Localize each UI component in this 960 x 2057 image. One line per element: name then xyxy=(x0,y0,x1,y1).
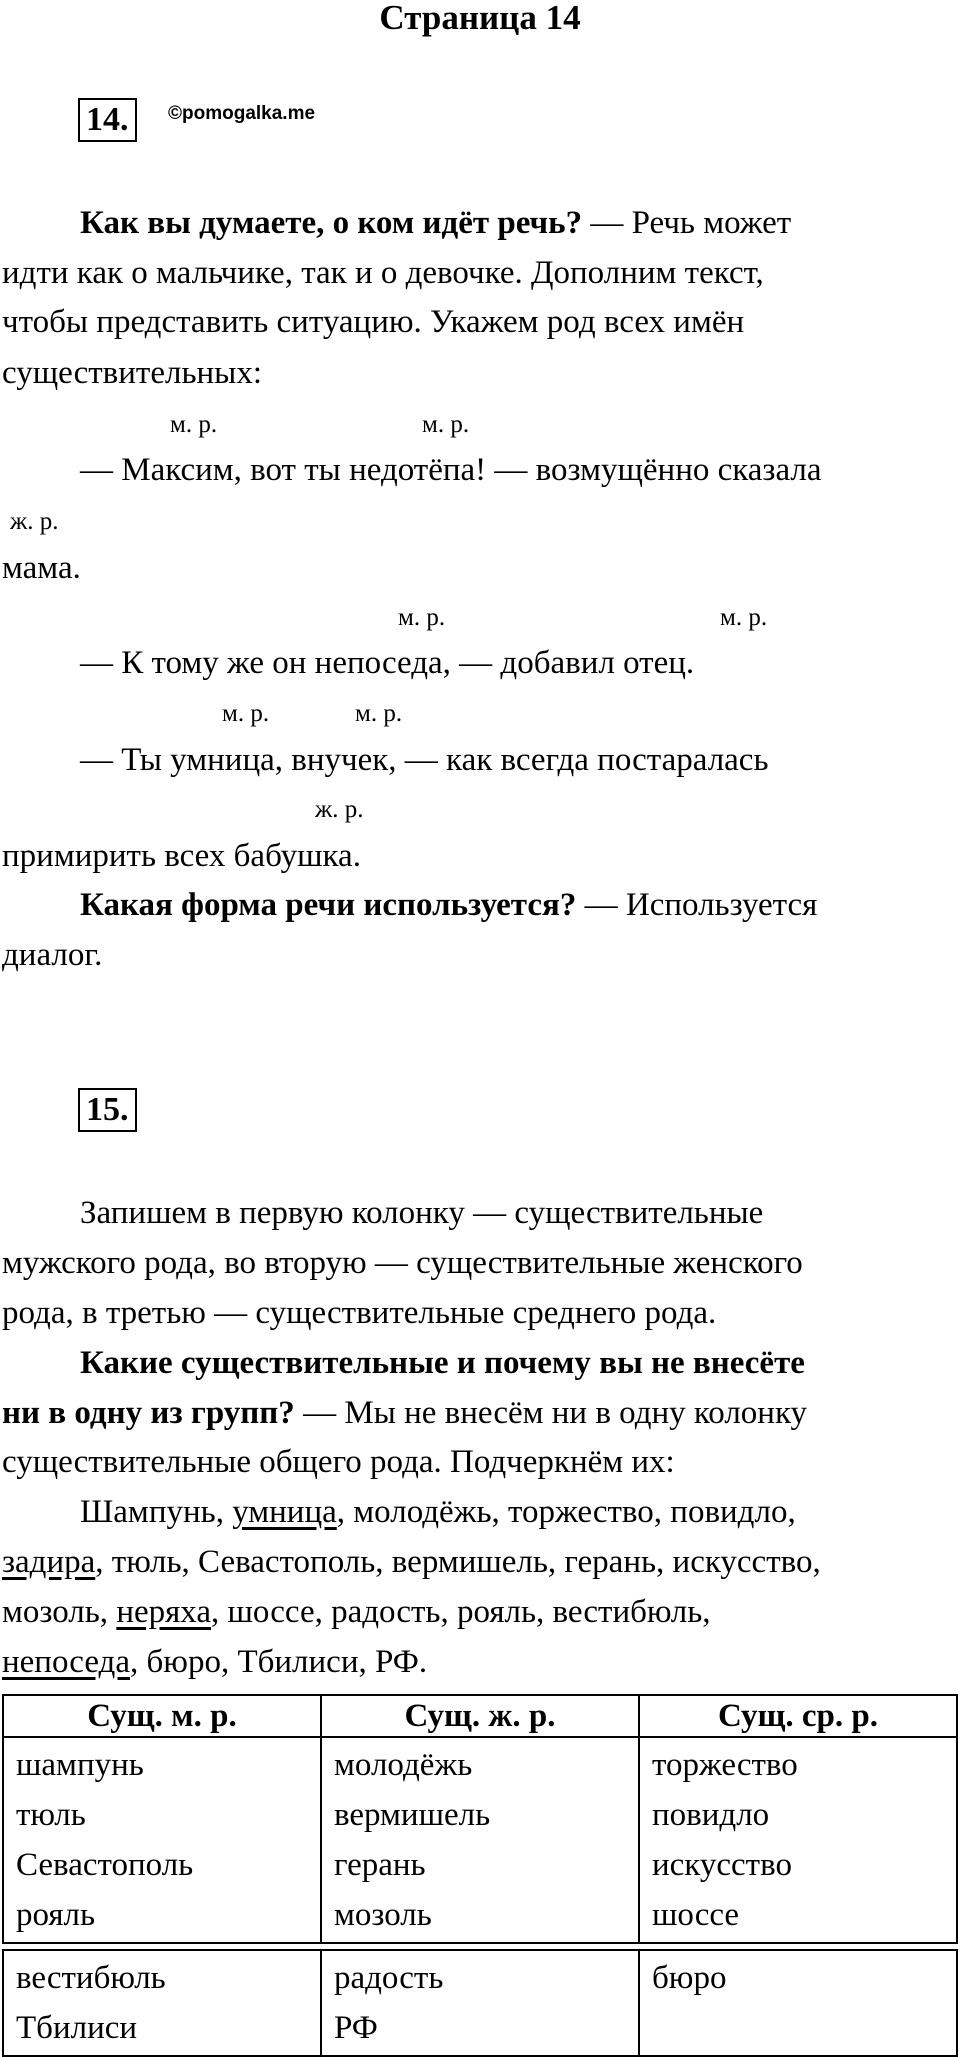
gender-mark: ж. р. xyxy=(315,796,364,823)
watermark: ©pomogalka.me xyxy=(168,103,316,124)
dialogue-line-3: — К тому же он непоседа, — добавил отец. xyxy=(80,645,695,681)
word-text: , шоссе, радость, рояль, вестибюль, xyxy=(211,1594,711,1630)
word-text: мозоль, xyxy=(2,1594,117,1630)
task-15-intro-line-1: Запишем в первую колонку — существительные xyxy=(80,1195,764,1231)
task-14-answer-line-2: идти как о мальчике, так и о девочке. Дополним текст, xyxy=(2,255,764,291)
task-14-question-2: Какая форма речи используется? xyxy=(80,887,577,923)
gender-mark: м. р. xyxy=(355,700,403,727)
table-row xyxy=(3,1737,957,1943)
word-text: , тюль, Севастополь, вермишель, герань, искусство, xyxy=(95,1544,821,1580)
dialogue-line-4: — Ты умница, внучек, — как всегда постаралась xyxy=(80,742,769,778)
table-cell-word: шоссе xyxy=(652,1897,740,1933)
word-list-line-1 xyxy=(80,1492,796,1532)
word-list-line-2 xyxy=(2,1542,821,1582)
task-14-answer-line-4: существительных: xyxy=(2,355,262,391)
task-14-answer-2-start: — Используется xyxy=(576,887,818,923)
gender-mark: м. р. xyxy=(398,604,446,631)
table-cell-word: искусство xyxy=(652,1847,792,1883)
word-text: Шампунь, xyxy=(80,1494,233,1530)
task-14-answer-1-start: — Речь может xyxy=(582,205,792,241)
gender-mark: м. р. xyxy=(422,411,470,438)
table-cell-word: тюль xyxy=(16,1797,86,1833)
task-15-question-line-1: Какие существительные и почему вы не внесёте xyxy=(80,1345,805,1381)
table-gap-row xyxy=(3,1943,957,1950)
task-14-answer-2-end: диалог. xyxy=(2,937,103,973)
dialogue-line-2: мама. xyxy=(2,550,81,586)
header-neuter: Сущ. ср. р. xyxy=(639,1695,957,1737)
gender-mark: м. р. xyxy=(720,604,768,631)
word-text: , бюро, Тбилиси, РФ. xyxy=(130,1644,428,1680)
table-cell-word: повидло xyxy=(652,1797,770,1833)
noun-gender-table xyxy=(2,1694,958,2057)
masculine-cell xyxy=(3,1737,321,1943)
task-15-answer-line-3: существительные общего рода. Подчеркнём их: xyxy=(2,1444,675,1480)
gender-mark: м. р. xyxy=(222,700,270,727)
gender-mark: м. р. xyxy=(170,411,218,438)
table-cell-word: герань xyxy=(334,1847,426,1883)
task-15-intro-line-2: мужского рода, во вторую — существительные женского xyxy=(2,1245,803,1281)
header-masculine: Сущ. м. р. xyxy=(3,1695,321,1737)
feminine-cell xyxy=(321,1950,639,2056)
dialogue-line-5: примирить всех бабушка. xyxy=(2,838,361,874)
underlined-word: задира xyxy=(2,1544,96,1580)
table-cell-word: шампунь xyxy=(16,1747,144,1783)
table-cell-word: вестибюль xyxy=(16,1960,166,1996)
feminine-cell xyxy=(321,1737,639,1943)
dialogue-line-1: — Максим, вот ты недотёпа! — возмущённо сказала xyxy=(80,452,822,488)
word-list-line-3 xyxy=(2,1592,711,1632)
table-cell-word: торжество xyxy=(652,1747,798,1783)
page-title: Страница 14 xyxy=(379,0,581,37)
table-cell-word: мозоль xyxy=(334,1897,432,1933)
table-cell-word: молодёжь xyxy=(334,1747,473,1783)
word-text: , молодёжь, торжество, повидло, xyxy=(336,1494,796,1530)
task-14-number: 14. xyxy=(78,98,137,142)
task-15-question-end: ни в одну из групп? xyxy=(2,1395,295,1431)
table-cell-word: Севастополь xyxy=(16,1847,194,1883)
neuter-cell xyxy=(639,1737,957,1943)
table-cell-word: РФ xyxy=(334,2010,378,2046)
table-cell-word: радость xyxy=(334,1960,444,1996)
task-14-question-line xyxy=(80,203,791,243)
header-feminine: Сущ. ж. р. xyxy=(321,1695,639,1737)
task-15-answer-start: — Мы не внесём ни в одну колонку xyxy=(294,1395,808,1431)
underlined-word: непоседа xyxy=(2,1644,130,1680)
table-cell-word: бюро xyxy=(652,1960,727,1996)
task-15-intro-line-3: рода, в третью — существительные среднего рода. xyxy=(2,1295,717,1331)
gender-mark: ж. р. xyxy=(10,508,59,535)
word-list-line-4 xyxy=(2,1642,427,1682)
table-cell-word: вермишель xyxy=(334,1797,491,1833)
table-header-row xyxy=(3,1695,957,1737)
table-cell-word: рояль xyxy=(16,1897,96,1933)
table-row xyxy=(3,1950,957,2056)
task-15-number: 15. xyxy=(78,1088,137,1132)
underlined-word: умница xyxy=(232,1494,337,1530)
neuter-cell xyxy=(639,1950,957,2056)
underlined-word: неряха xyxy=(116,1594,212,1630)
masculine-cell xyxy=(3,1950,321,2056)
task-14-question-1: Как вы думаете, о ком идёт речь? xyxy=(80,205,583,241)
table-cell-word: Тбилиси xyxy=(16,2010,138,2046)
task-15-question-line-2 xyxy=(2,1393,807,1433)
task-14-answer-line-3: чтобы представить ситуацию. Укажем род всех имён xyxy=(2,304,745,340)
task-14-question-2-line xyxy=(80,885,817,925)
